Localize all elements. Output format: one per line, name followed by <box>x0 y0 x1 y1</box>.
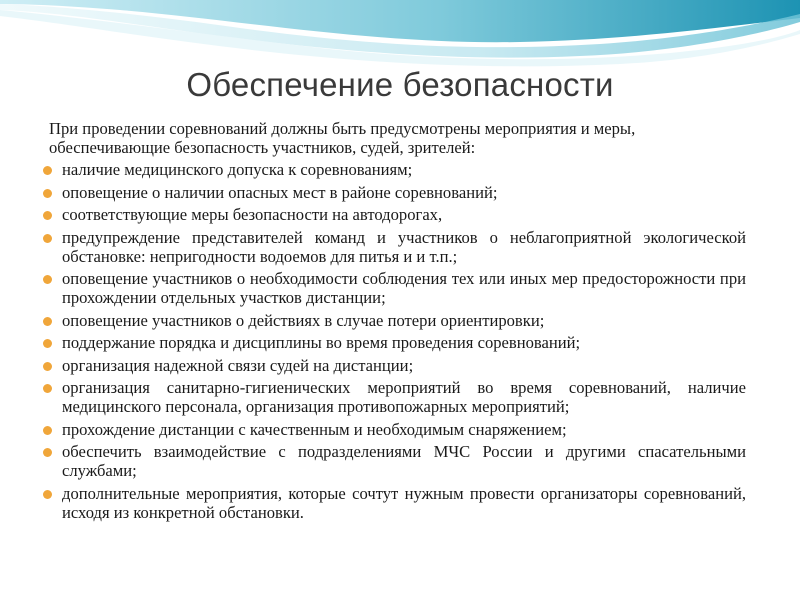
list-item: наличие медицинского допуска к соревнованиям; <box>44 160 746 179</box>
list-item: предупреждение представителей команд и участников о неблагоприятной экологической обстановке: непригодности водоемов для питья и и т.п.; <box>44 228 746 266</box>
list-item: дополнительные мероприятия, которые сочтут нужным провести организаторы соревнований, исходя из конкретной обстановки. <box>44 484 746 522</box>
list-item: оповещение участников о необходимости соблюдения тех или иных мер предосторожности при прохождении отдельных участков дистанции; <box>44 269 746 307</box>
bullet-icon <box>43 490 52 499</box>
header-wave-decoration <box>0 0 800 70</box>
bullet-icon <box>43 211 52 220</box>
list-item: прохождение дистанции с качественным и необходимым снаряжением; <box>44 420 746 439</box>
list-item: организация надежной связи судей на дистанции; <box>44 356 746 375</box>
slide-title: Обеспечение безопасности <box>186 66 614 103</box>
list-item: обеспечить взаимодействие с подразделениями МЧС России и другими спасательными службами; <box>44 442 746 480</box>
requirements-list <box>44 160 746 522</box>
list-item: соответствующие меры безопасности на автодорогах, <box>44 205 746 224</box>
list-item: поддержание порядка и дисциплины во время проведения соревнований; <box>44 333 746 352</box>
bullet-icon <box>43 448 52 457</box>
content-body <box>44 119 746 525</box>
bullet-icon <box>43 189 52 198</box>
bullet-icon <box>43 317 52 326</box>
bullet-icon <box>43 362 52 371</box>
bullet-icon <box>43 234 52 243</box>
bullet-icon <box>43 339 52 348</box>
list-item: оповещение участников о действиях в случае потери ориентировки; <box>44 311 746 330</box>
bullet-icon <box>43 426 52 435</box>
bullet-icon <box>43 166 52 175</box>
intro-paragraph: При проведении соревнований должны быть предусмотрены мероприятия и меры, обеспечивающие безопасность участников, судей, зрителей: <box>49 119 636 158</box>
bullet-icon <box>43 384 52 393</box>
bullet-icon <box>43 275 52 284</box>
list-item: организация санитарно-гигиенических мероприятий во время соревнований, наличие медицинского персонала, организация противопожарных мероприятий; <box>44 378 746 416</box>
list-item: оповещение о наличии опасных мест в районе соревнований; <box>44 183 746 202</box>
